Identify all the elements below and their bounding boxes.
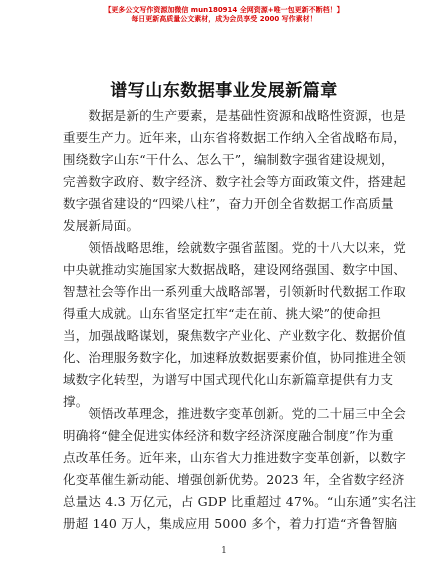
page-number: 1 — [221, 546, 227, 556]
paragraph-line: 智慧社会等作出一系列重大战略部署，引领新时代数据工作取 — [63, 284, 406, 299]
paragraph-line: 数字强省建设的“四梁八柱”，奋力开创全省数据工作高质量 — [63, 196, 394, 211]
paragraph-line: 化、治理服务数字化，加速释放数据要素价值，协同推进全领 — [63, 350, 406, 365]
paragraph-1 — [63, 105, 406, 237]
paragraph-line: 撑。 — [63, 394, 89, 409]
paragraph-line: 明确将“健全促进实体经济和数字经济深度融合制度”作为重 — [63, 428, 394, 443]
paragraph-3 — [63, 403, 417, 535]
promo-banner-line-1: 【更多公文写作资源加微信 mun180914 全网资源+唯一包更新不断档！】 — [104, 6, 344, 14]
paragraph-line: 总量达 4.3 万亿元，占 GDP 比重超过 47%。“山东通”实名注 — [63, 494, 417, 509]
paragraph-line: 得重大成就。山东省坚定扛牢“走在前、挑大梁”的使命担 — [63, 306, 381, 321]
paragraph-line: 点改革任务。近年来，山东省大力推进数字变革创新，以数字 — [63, 450, 406, 465]
paragraph-line: 发展新局面。 — [63, 218, 140, 233]
paragraph-line: 重要生产力。近年来，山东省将数据工作纳入全省战略布局， — [63, 130, 406, 145]
paragraph-line: 册超 140 万人，集成应用 5000 多个，着力打造“齐鲁智脑 — [63, 516, 398, 531]
paragraph-line: 领悟改革理念，推进数字变革创新。党的二十届三中全会 — [63, 406, 406, 421]
paragraph-line: 围绕数字山东“干什么、怎么干”，编制数字强省建设规划， — [63, 152, 394, 167]
paragraph-line: 数据是新的生产要素，是基础性资源和战略性资源，也是 — [63, 108, 406, 123]
paragraph-line: 完善数字政府、数字经济、数字社会等方面政策文件，搭建起 — [63, 174, 406, 189]
paragraph-line: 中央就推动实施国家大数据战略，建设网络强国、数字中国、 — [63, 262, 406, 277]
paragraph-2 — [63, 237, 406, 413]
promo-banner — [0, 6, 448, 24]
document-title: 谱写山东数据事业发展新篇章 — [110, 81, 338, 101]
promo-banner-line-2: 每日更新高质量公文素材，成为会员享受 2000 写作素材！ — [131, 15, 317, 23]
paragraph-line: 域数字化转型，为谱写中国式现代化山东新篇章提供有力支 — [63, 372, 394, 387]
paragraph-line: 领悟战略思维，绘就数字强省蓝图。党的十八大以来，党 — [63, 240, 406, 255]
paragraph-line: 化变革催生新动能、增强创新优势。2023 年，全省数字经济 — [63, 472, 405, 487]
paragraph-line: 当，加强战略谋划，聚焦数字产业化、产业数字化、数据价值 — [63, 328, 406, 343]
